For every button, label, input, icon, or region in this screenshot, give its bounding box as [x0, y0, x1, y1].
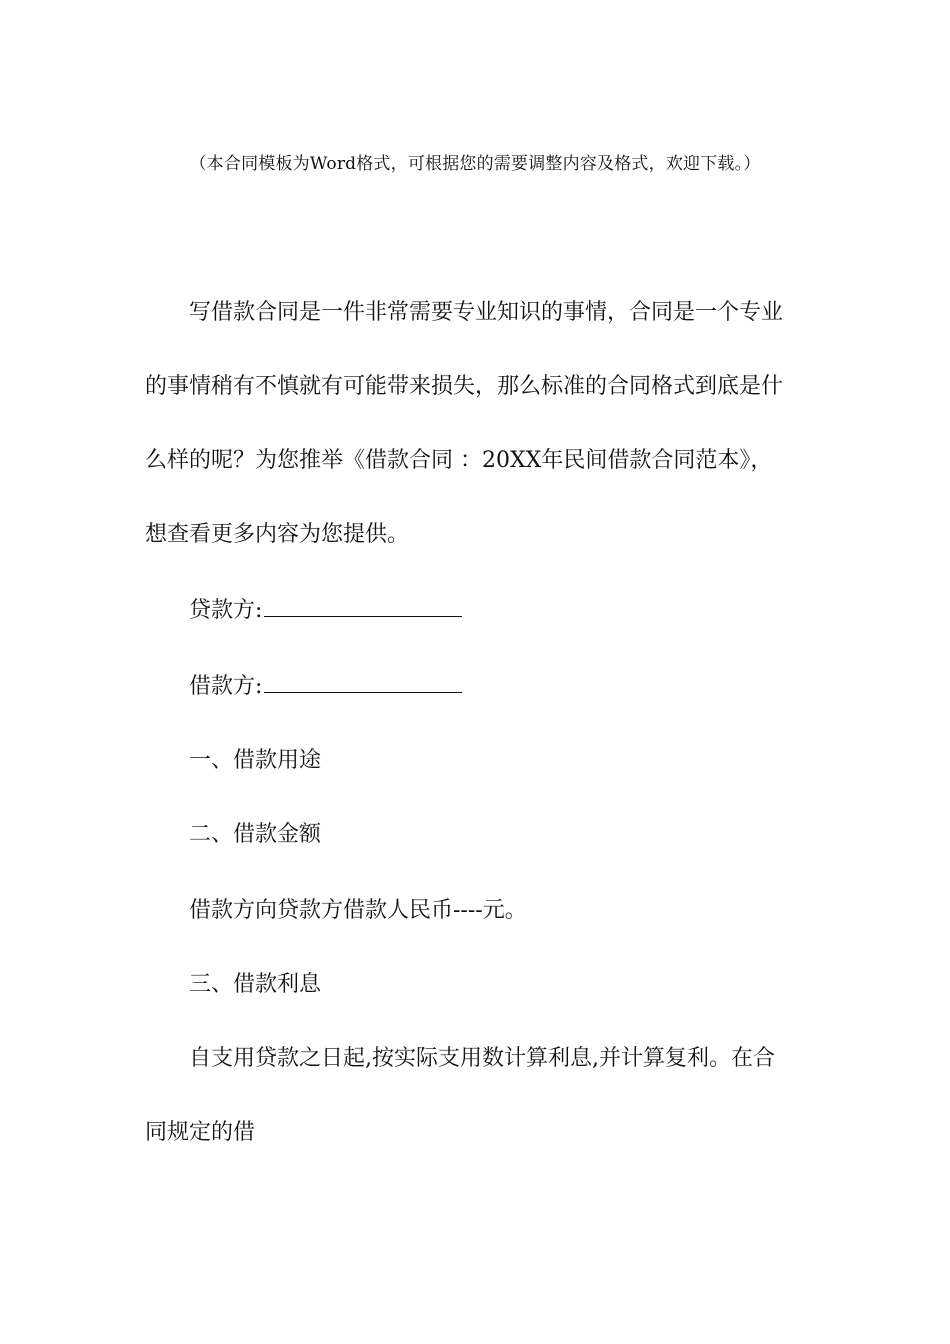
- section-3-title: 三、借款利息: [189, 972, 322, 997]
- intro-line-2: 的事情稍有不慎就有可能带来损失，那么标准的合同格式到底是什: [145, 374, 784, 399]
- lender-label: 贷款方:: [189, 598, 263, 623]
- borrower-blank-field[interactable]: [264, 672, 462, 693]
- section-2-title: 二、借款金额: [189, 822, 322, 847]
- section-3-body-line-2: 同规定的借: [145, 1120, 256, 1145]
- section-3-body-line-1: 自支用贷款之日起,按实际支用数计算利息,并计算复利。在合: [189, 1046, 775, 1071]
- intro-line-3: 么样的呢？为您推举《借款合同 ：20XX年民间借款合同范本》，: [145, 448, 773, 473]
- lender-row: [189, 596, 849, 626]
- section-2-body: 借款方向贷款方借款人民币----元。: [189, 898, 527, 923]
- borrower-label: 借款方:: [189, 674, 263, 699]
- lender-blank-field[interactable]: [264, 596, 462, 617]
- borrower-row: [189, 672, 849, 702]
- intro-line-1: 写借款合同是一件非常需要专业知识的事情，合同是一个专业: [189, 300, 784, 325]
- template-note: （本合同模板为Word格式，可根据您的需要调整内容及格式，欢迎下载。）: [189, 154, 761, 174]
- section-1-title: 一、借款用途: [189, 748, 322, 773]
- intro-line-4: 想查看更多内容为您提供。: [145, 522, 410, 547]
